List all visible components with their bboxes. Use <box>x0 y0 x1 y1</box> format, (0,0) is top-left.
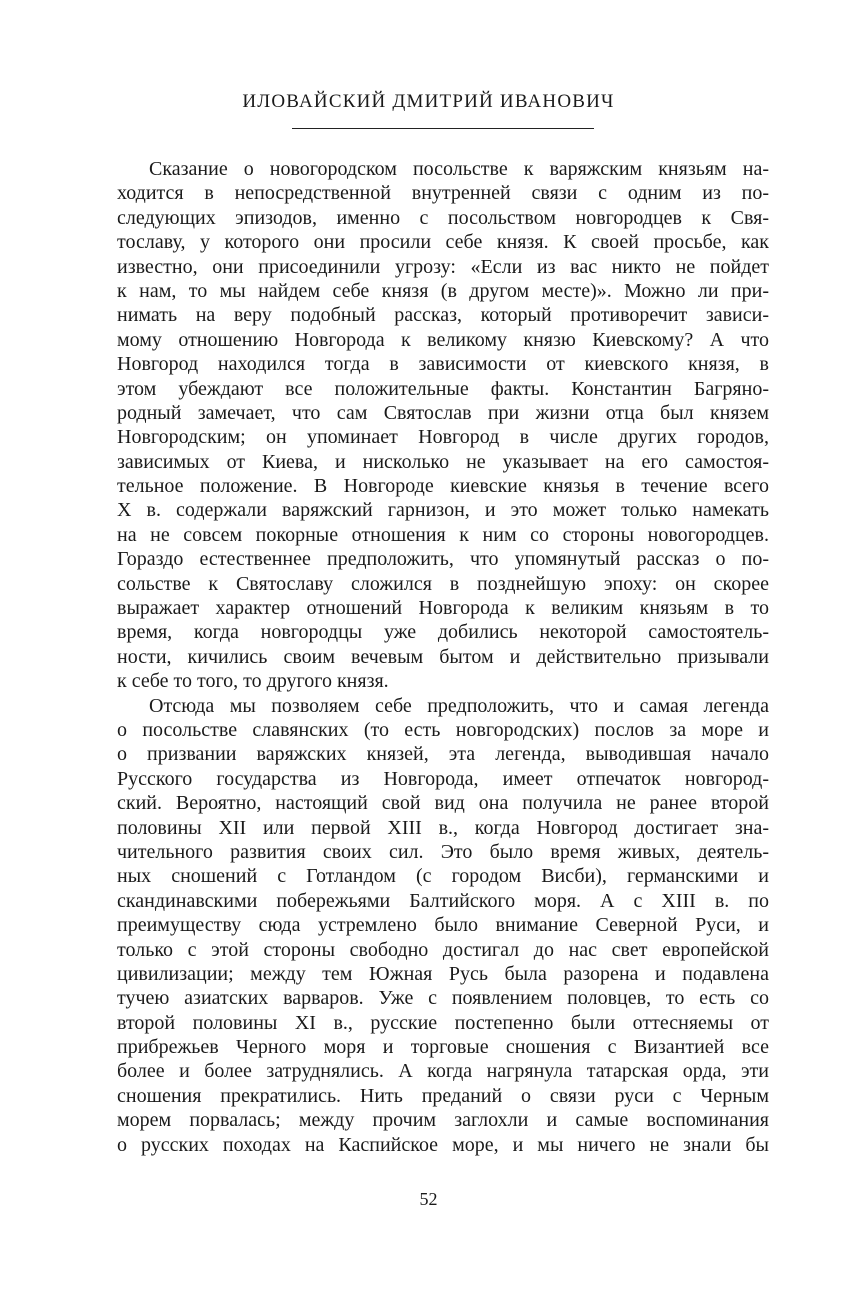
text-line: тельное положение. В Новгороде киевские князья в течение всего <box>117 475 769 498</box>
text-line: тославу, у которого они просили себе князя. К своей просьбе, как <box>117 231 769 254</box>
body-text <box>117 157 769 1157</box>
text-line: выражает характер отношений Новгорода к великим князьям в то <box>117 597 769 620</box>
text-line: чительного развития своих сил. Это было время живых, деятель- <box>117 840 769 863</box>
text-line: на не совсем покорные отношения к ним со стороны новогородцев. <box>117 523 769 546</box>
text-line: прибрежьев Черного моря и торговые сношения с Византией все <box>117 1036 769 1059</box>
text-line: ходится в непосредственной внутренней связи с одним из по- <box>117 182 769 205</box>
paragraph <box>117 157 769 694</box>
text-line: ности, кичились своим вечевым бытом и действительно призывали <box>117 645 769 668</box>
text-line: преимуществу сюда устремлено было внимание Северной Руси, и <box>117 914 769 937</box>
text-line: скандинавскими побережьями Балтийского моря. А с XIII в. по <box>117 889 769 912</box>
text-line: тучею азиатских варваров. Уже с появлением половцев, то есть со <box>117 987 769 1010</box>
text-line: морем порвалась; между прочим заглохли и самые воспоминания <box>117 1109 769 1132</box>
text-line: Гораздо естественнее предположить, что упомянутый рассказ о по- <box>117 548 769 571</box>
text-line: о призвании варяжских князей, эта легенда, выводившая начало <box>117 743 769 766</box>
text-line: время, когда новгородцы уже добились некоторой самостоятель- <box>117 621 769 644</box>
text-line: половины XII или первой XIII в., когда Новгород достигает зна- <box>117 816 769 839</box>
text-line: к себе то того, то другого князя. <box>117 670 389 693</box>
text-line: следующих эпизодов, именно с посольством новгородцев к Свя- <box>117 206 769 229</box>
text-line: о русских походах на Каспийское море, и мы ничего не знали бы <box>117 1133 769 1156</box>
text-line: цивилизации; между тем Южная Русь была разорена и подавлена <box>117 962 769 985</box>
text-line: ский. Вероятно, настоящий свой вид она получила не ранее второй <box>117 792 769 815</box>
running-head-rule <box>292 128 594 129</box>
text-line: мому отношению Новгорода к великому князю Киевскому? А что <box>117 328 769 351</box>
text-line: о посольстве славянских (то есть новгородских) послов за море и <box>117 718 769 741</box>
text-line: родный замечает, что сам Святослав при жизни отца был князем <box>117 401 769 424</box>
text-line: этом убеждают все положительные факты. Константин Багряно- <box>117 377 769 400</box>
text-line: зависимых от Киева, и нисколько не указывает на его самостоя- <box>117 450 769 473</box>
text-line: более и более затруднялись. А когда нагрянула татарская орда, эти <box>117 1060 769 1083</box>
text-line: только с этой стороны свободно достигал до нас свет европейской <box>117 938 769 961</box>
page-number: 52 <box>419 1189 438 1209</box>
text-line: ных сношений с Готландом (с городом Висби), германскими и <box>117 865 769 888</box>
text-line: сольстве к Святославу сложился в позднейшую эпоху: он скорее <box>117 572 769 595</box>
text-line: Сказание о новогородском посольстве к варяжским князьям на- <box>149 158 769 180</box>
text-line: Новгородским; он упоминает Новгород в числе других городов, <box>117 426 769 449</box>
text-line: сношения прекратились. Нить преданий о связи руси с Черным <box>117 1084 769 1107</box>
text-line: Новгород находился тогда в зависимости от киевского князя, в <box>117 353 769 376</box>
text-line: к нам, то мы найдем себе князя (в другом месте)». Можно ли при- <box>117 279 769 302</box>
running-head: ИЛОВАЙСКИЙ ДМИТРИЙ ИВАНОВИЧ <box>242 91 615 112</box>
text-line: известно, они присоединили угрозу: «Если из вас никто не пойдет <box>117 255 769 278</box>
text-line: X в. содержали варяжский гарнизон, и это может только намекать <box>117 499 769 522</box>
text-line: Русского государства из Новгорода, имеет отпечаток новгород- <box>117 767 769 790</box>
paragraph <box>117 694 769 1157</box>
text-line: Отсюда мы позволяем себе предположить, что и самая легенда <box>149 694 769 717</box>
text-line: нимать на веру подобный рассказ, который противоречит зависи- <box>117 304 769 327</box>
text-line: второй половины XI в., русские постепенно были оттесняемы от <box>117 1011 769 1034</box>
